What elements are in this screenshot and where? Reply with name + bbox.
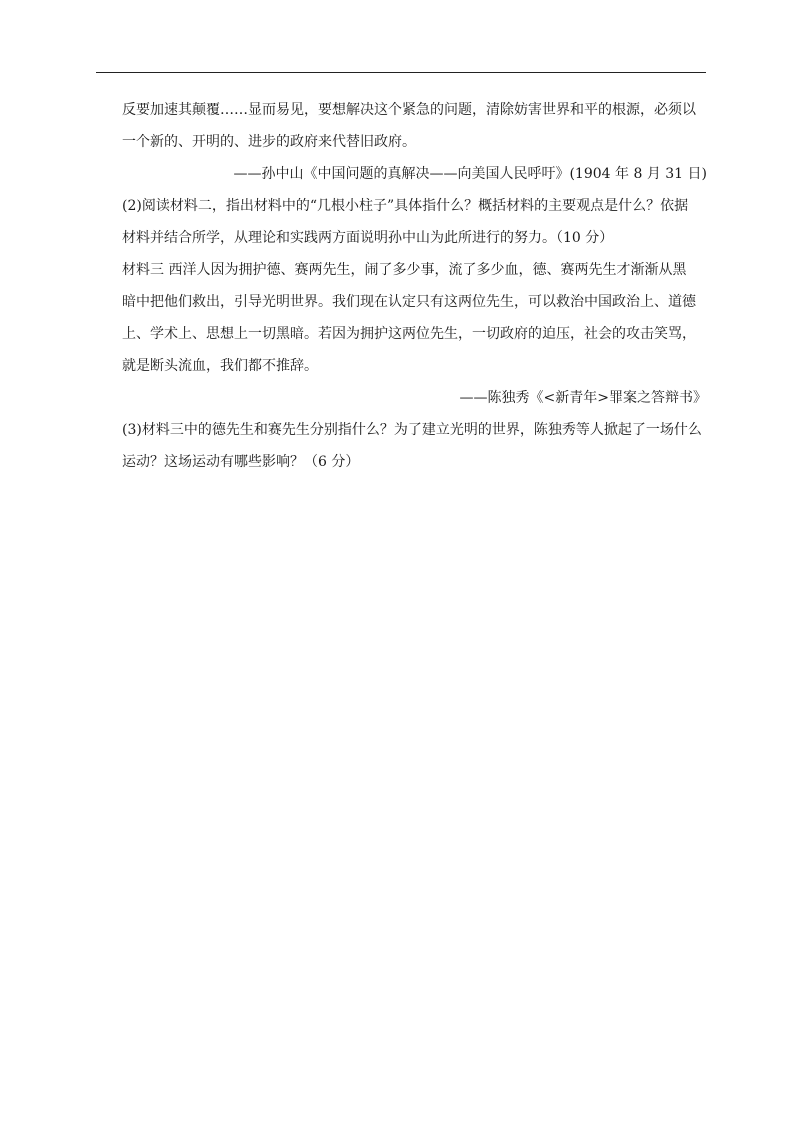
header-rule: [96, 72, 706, 73]
question-2-line-2: 材料并结合所学，从理论和实践两方面说明孙中山为此所进行的努力。（10 分）: [122, 230, 614, 246]
material-3-line-3: 上、学术上、思想上一切黑暗。若因为拥护这两位先生，一切政府的迫压，社会的攻击笑骂，: [122, 326, 696, 342]
material-2-line-2: 一个新的、开明的、进步的政府来代替旧政府。: [122, 134, 416, 150]
document-body: [122, 94, 707, 478]
question-3: [122, 414, 707, 478]
material-3-line-4: 就是断头流血，我们都不推辞。: [122, 358, 318, 374]
question-2-line-1: (2)阅读材料二，指出材料中的“几根小柱子”具体指什么？概括材料的主要观点是什么？依据: [122, 198, 689, 214]
material-3-line-2: 暗中把他们救出，引导光明世界。我们现在认定只有这两位先生，可以救治中国政治上、道德: [122, 294, 696, 310]
material-3-source: ——陈独秀《<新青年>罪案之答辩书》: [459, 390, 707, 406]
question-3-line-2: 运动？这场运动有哪些影响？（6 分）: [122, 454, 360, 470]
material-3: [122, 254, 707, 414]
question-3-line-1: (3)材料三中的德先生和赛先生分别指什么？为了建立光明的世界，陈独秀等人掀起了一场什么: [122, 422, 702, 438]
material-3-line-1: 材料三 西洋人因为拥护德、赛两先生，闹了多少事，流了多少血，德、赛两先生才渐渐从黑: [122, 262, 687, 278]
material-2-tail: [122, 94, 707, 190]
material-2-source: ——孙中山《中国问题的真解决——向美国人民呼吁》(1904 年 8 月 31 日): [233, 166, 707, 182]
material-2-line-1: 反要加速其颠覆……显而易见，要想解决这个紧急的问题，清除妨害世界和平的根源，必须以: [122, 102, 696, 118]
question-2: [122, 190, 707, 254]
